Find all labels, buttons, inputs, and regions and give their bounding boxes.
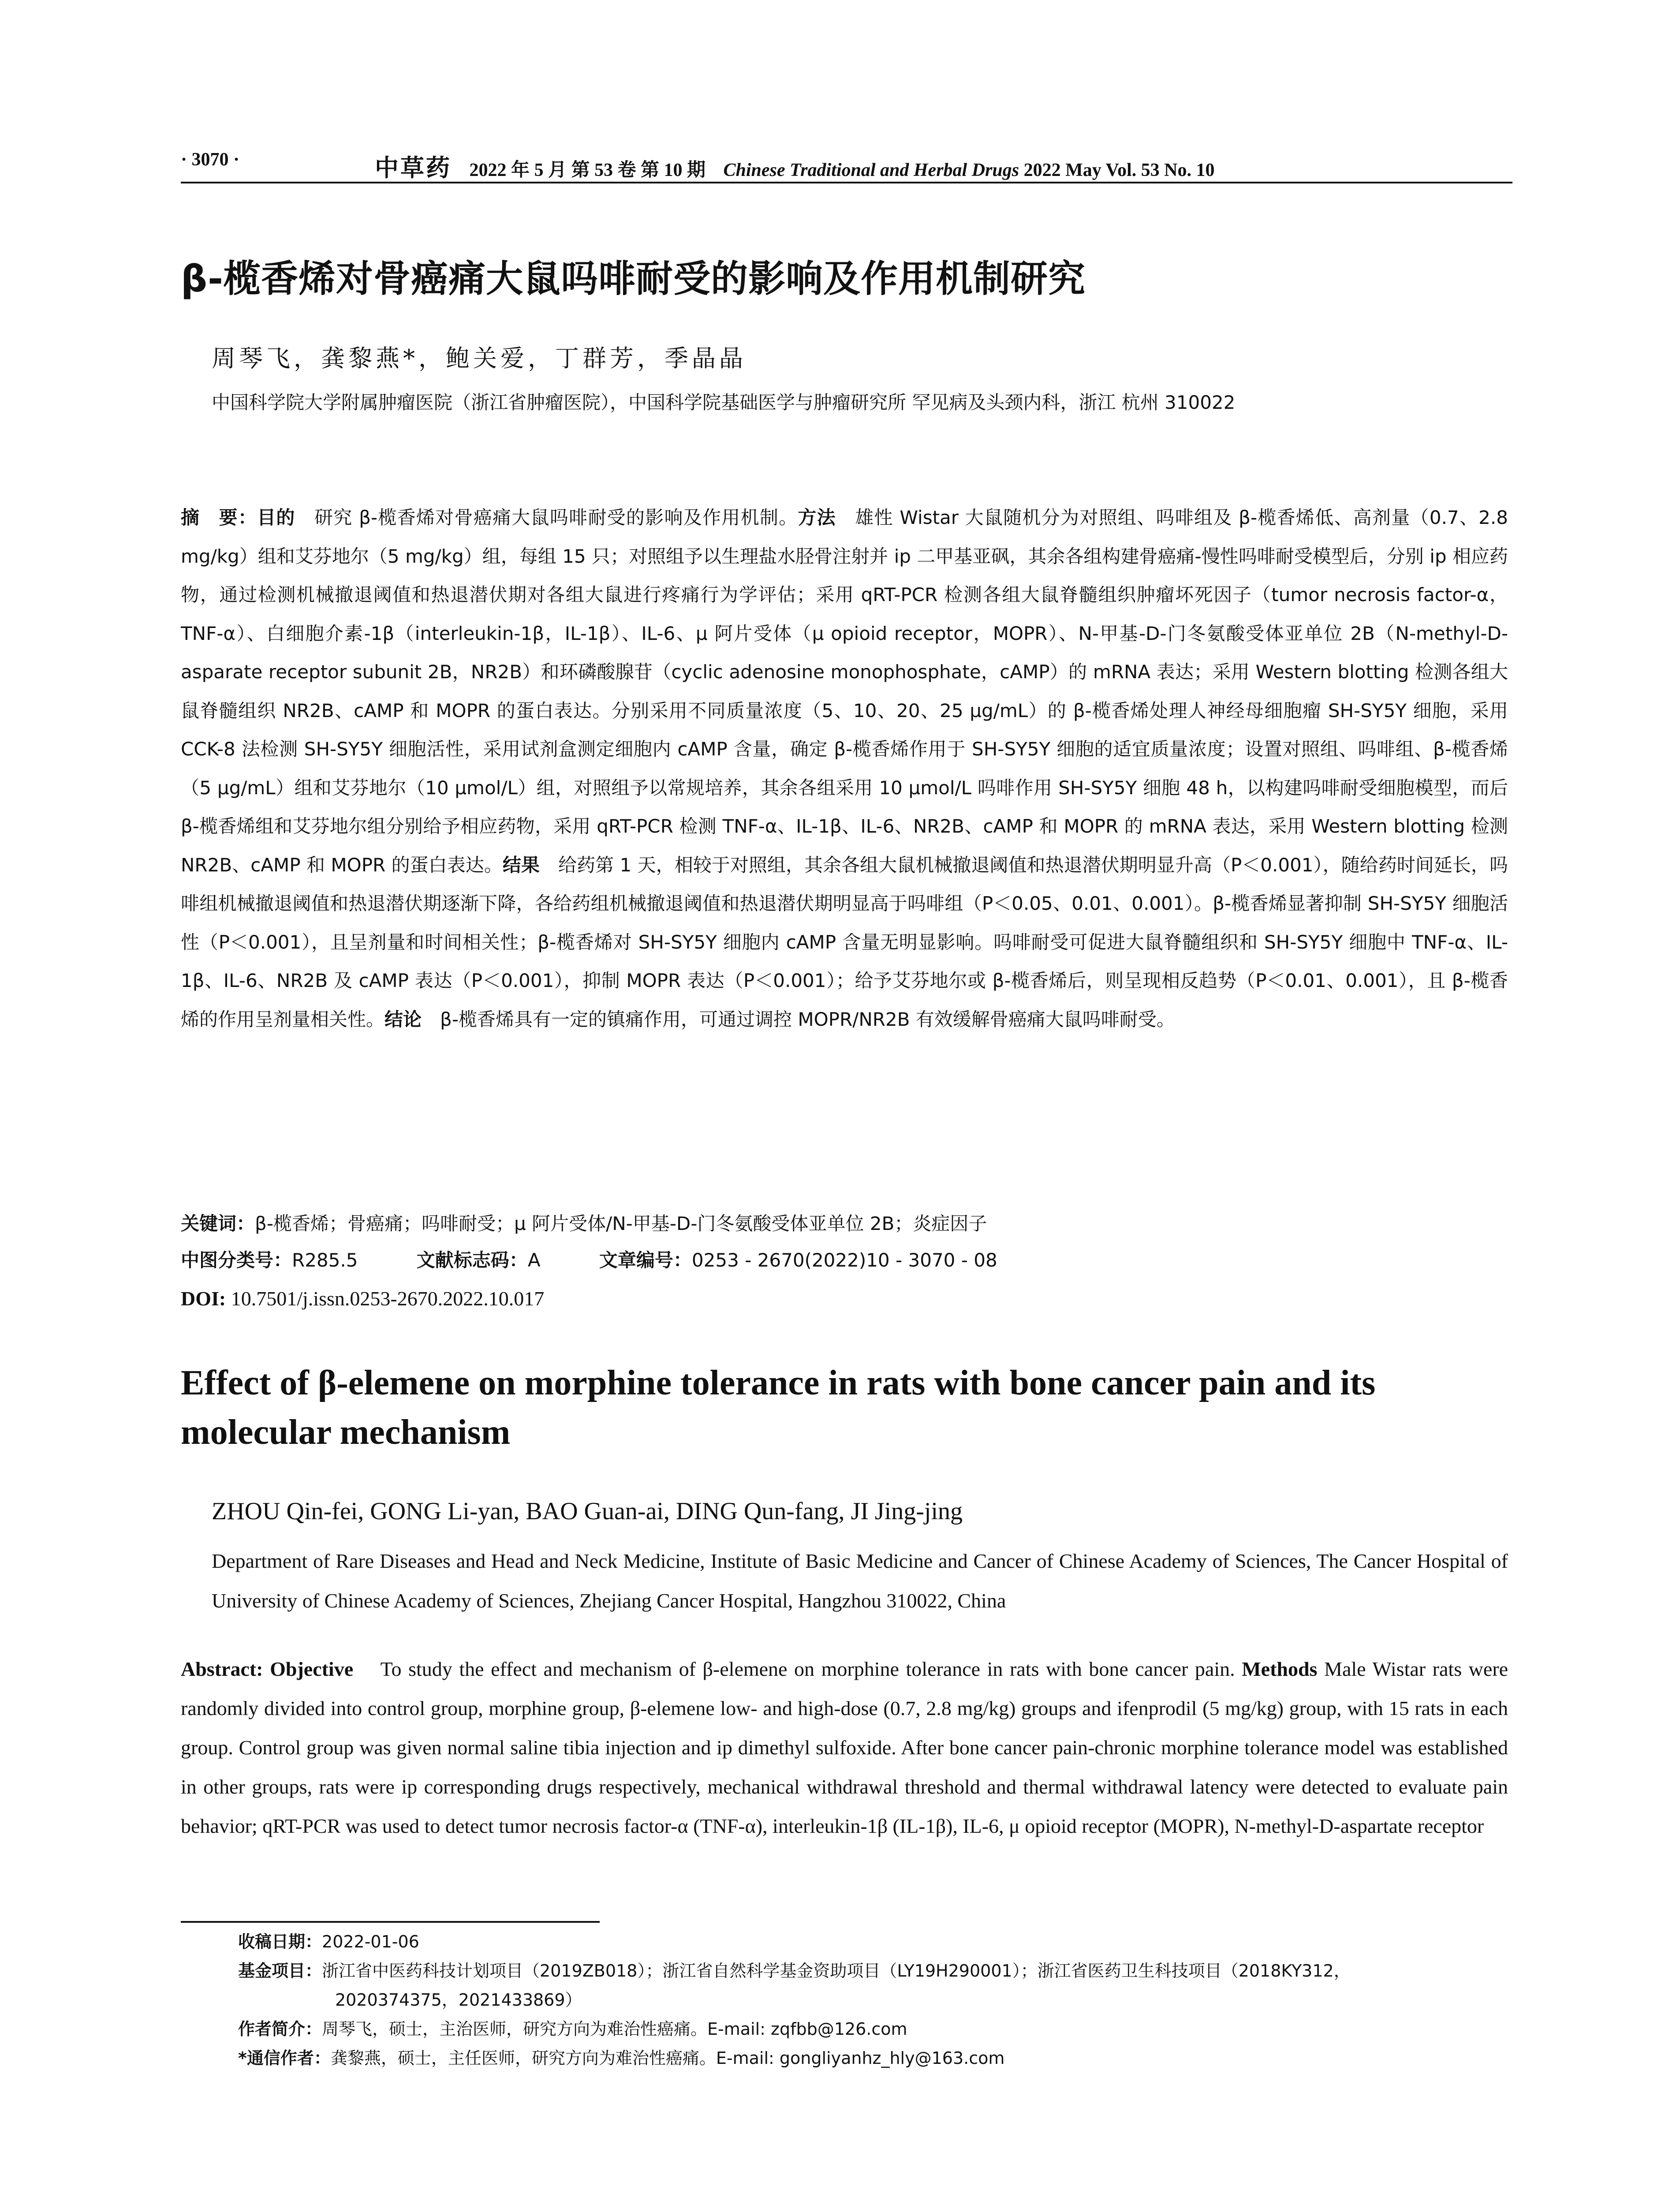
cn-keywords-label: 关键词： (181, 1213, 255, 1234)
cn-keywords-row (181, 1206, 1508, 1241)
clc-value: R285.5 (292, 1249, 358, 1271)
cn-conclusion: β-榄香烯具有一定的镇痛作用，可通过调控 MOPR/NR2B 有效缓解骨癌痛大鼠吗啡耐受。 (440, 1008, 1175, 1030)
article-no-value: 0253 - 2670(2022)10 - 3070 - 08 (691, 1249, 997, 1271)
cn-conclusion-label: 结论 (385, 1008, 422, 1030)
journal-date-cn: 2022 年 5 月 第 53 卷 第 10 期 (469, 160, 706, 180)
en-abstract-label: Abstract: (181, 1658, 263, 1680)
cn-results: 给药第 1 天，相较于对照组，其余各组大鼠机械撤退阈值和热退潜伏期明显升高（P＜0.001），随给药时间延长，吗啡组机械撤退阈值和热退潜伏期逐渐下降，各给药组机械撤退阈值和热退潜伏期明显高于吗啡组（P＜0.05、0.01、0.001）。β-榄香烯显著抑制 SH-SY5Y 细胞活性（P＜0.001），且呈剂量和时间相关性；β-榄香烯对 SH-SY5Y 细胞内 cAMP 含量无明显影响。吗啡耐受可促进大鼠脊髓组织和 SH-SY5Y 细胞中 TNF-α、IL-1β、IL-6、NR2B 及 cAMP 表达（P＜0.001），抑制 MOPR 表达（P＜0.001）；给予艾芬地尔或 β-榄香烯后，则呈现相反趋势（P＜0.01、0.001），且 β-榄香烯的作用呈剂量相关性。 (181, 854, 1508, 1030)
journal-vol-en: 2022 May Vol. 53 No. 10 (1023, 160, 1215, 180)
en-abstract (181, 1649, 1508, 1846)
cn-keywords: β-榄香烯；骨癌痛；吗啡耐受；μ 阿片受体/N-甲基-D-门冬氨酸受体亚单位 2B；炎症因子 (255, 1213, 987, 1234)
cn-objective: 研究 β-榄香烯对骨癌痛大鼠吗啡耐受的影响及作用机制。 (314, 507, 798, 528)
footnote-received: 收稿日期：2022-01-06 (238, 1932, 419, 1951)
en-methods-label: Methods (1242, 1658, 1318, 1680)
running-header (181, 141, 1512, 183)
en-methods: Male Wistar rats were randomly divided into control group, morphine group, β-elemene low- and high-dose (0.7, 2.8 mg/kg) groups and ifenprodil (5 mg/kg) group, with 15 rats in each group. Control group was given normal saline tibia injection and ip dimethyl sulfoxide. After bone cancer pain-chronic morphine tolerance model was established in other groups, rats were ip corresponding drugs respectively, mechanical withdrawal threshold and thermal withdrawal latency were detected to evaluate pain behavior; qRT-PCR was used to detect tumor necrosis factor-α (TNF-α), interleukin-1β (IL-1β), IL-6, μ opioid receptor (MOPR), N-methyl-D-aspartate receptor (181, 1658, 1508, 1837)
cn-affiliation: 中国科学院大学附属肿瘤医院（浙江省肿瘤医院），中国科学院基础医学与肿瘤研究所 罕见病及头颈内科，浙江 杭州 310022 (212, 392, 1236, 413)
footnote-divider (181, 1921, 600, 1923)
doi-label: DOI: (181, 1287, 226, 1310)
cn-methods: 雄性 Wistar 大鼠随机分为对照组、吗啡组及 β-榄香烯低、高剂量（0.7、2.8 mg/kg）组和艾芬地尔（5 mg/kg）组，每组 15 只；对照组予以生理盐水胫骨注射并 ip 二甲基亚砜，其余各组构建骨癌痛-慢性吗啡耐受模型后，分别 ip 相应药物，通过检测机械撤退阈值和热退潜伏期对各组大鼠进行疼痛行为学评估；采用 qRT-PCR 检测各组大鼠脊髓组织肿瘤坏死因子（tumor necrosis factor-α，TNF-α）、白细胞介素-1β（interleukin-1β，IL-1β）、IL-6、μ 阿片受体（μ opioid receptor，MOPR）、N-甲基-D-门冬氨酸受体亚单位 2B（N-methyl-D-asparate receptor subunit 2B，NR2B）和环磷酸腺苷（cyclic adenosine monophosphate，cAMP）的 mRNA 表达；采用 Western blotting 检测各组大鼠脊髓组织 NR2B、cAMP 和 MOPR 的蛋白表达。分别采用不同质量浓度（5、10、20、25 μg/mL）的 β-榄香烯处理人神经母细胞瘤 SH-SY5Y 细胞，采用 CCK-8 法检测 SH-SY5Y 细胞活性，采用试剂盒测定细胞内 cAMP 含量，确定 β-榄香烯作用于 SH-SY5Y 细胞的适宜质量浓度；设置对照组、吗啡组、β-榄香烯（5 μg/mL）组和艾芬地尔（10 μmol/L）组，对照组予以常规培养，其余各组采用 10 μmol/L 吗啡作用 SH-SY5Y 细胞 48 h，以构建吗啡耐受细胞模型，而后 β-榄香烯组和艾芬地尔组分别给予相应药物，采用 qRT-PCR 检测 TNF-α、IL-1β、IL-6、NR2B、cAMP 和 MOPR 的 mRNA 表达，采用 Western blotting 检测 NR2B、cAMP 和 MOPR 的蛋白表达。 (181, 507, 1508, 876)
en-objective-label: Objective (270, 1658, 354, 1680)
cn-classification-row (181, 1243, 1508, 1278)
footnote-author: 作者简介：周琴飞，硕士，主治医师，研究方向为难治性癌痛。E-mail: zqfbb@126.com (238, 2019, 907, 2039)
footnotes (238, 1927, 1508, 2073)
cn-authors: 周琴飞，龚黎燕*，鲍关爱，丁群芳，季晶晶 (212, 344, 747, 372)
footnote-corresponding: *通信作者：龚黎燕，硕士，主任医师，研究方向为难治性癌痛。E-mail: gongliyanhz_hly@163.com (238, 2048, 1005, 2068)
cn-objective-label: 目的 (257, 507, 295, 528)
cn-title: β-榄香烯对骨癌痛大鼠吗啡耐受的影响及作用机制研究 (181, 257, 1086, 300)
en-authors: ZHOU Qin-fei, GONG Li-yan, BAO Guan-ai, DING Qun-fang, JI Jing-jing (212, 1498, 963, 1525)
en-objective: To study the effect and mechanism of β-elemene on morphine tolerance in rats with bone cancer pain. (380, 1658, 1235, 1680)
footnote-fund: 基金项目：浙江省中医药科技计划项目（2019ZB018）；浙江省自然科学基金资助项目（LY19H290001）；浙江省医药卫生科技项目（2018KY312， 2020374375，2021433869） (238, 1961, 1351, 2010)
cn-results-label: 结果 (502, 854, 540, 876)
cn-abstract (181, 498, 1508, 1039)
cn-methods-label: 方法 (798, 507, 836, 528)
journal-logo: 中草药 (375, 153, 452, 182)
doc-code-label: 文献标志码： (416, 1249, 528, 1271)
page-number: · 3070 · (181, 149, 240, 170)
doc-code-value: A (527, 1249, 541, 1271)
en-affiliation: Department of Rare Diseases and Head and Neck Medicine, Institute of Basic Medicine and Cancer of Chinese Academy of Sciences, The Cancer Hospital of University of Chinese Academy of Sciences, Zhejiang Cancer Hospital, Hangzhou 310022, China (212, 1550, 1508, 1612)
journal-info (375, 149, 1214, 183)
doi-link[interactable]: 10.7501/j.issn.0253-2670.2022.10.017 (231, 1287, 545, 1310)
doi-row (181, 1281, 1508, 1316)
cn-abstract-label: 摘 要： (181, 507, 258, 528)
journal-name-en: Chinese Traditional and Herbal Drugs (723, 160, 1019, 180)
clc-label: 中图分类号： (181, 1249, 292, 1271)
en-title: Effect of β-elemene on morphine tolerance in rats with bone cancer pain and its molecular mechanism (181, 1364, 1376, 1452)
article-no-label: 文章编号： (599, 1249, 692, 1271)
